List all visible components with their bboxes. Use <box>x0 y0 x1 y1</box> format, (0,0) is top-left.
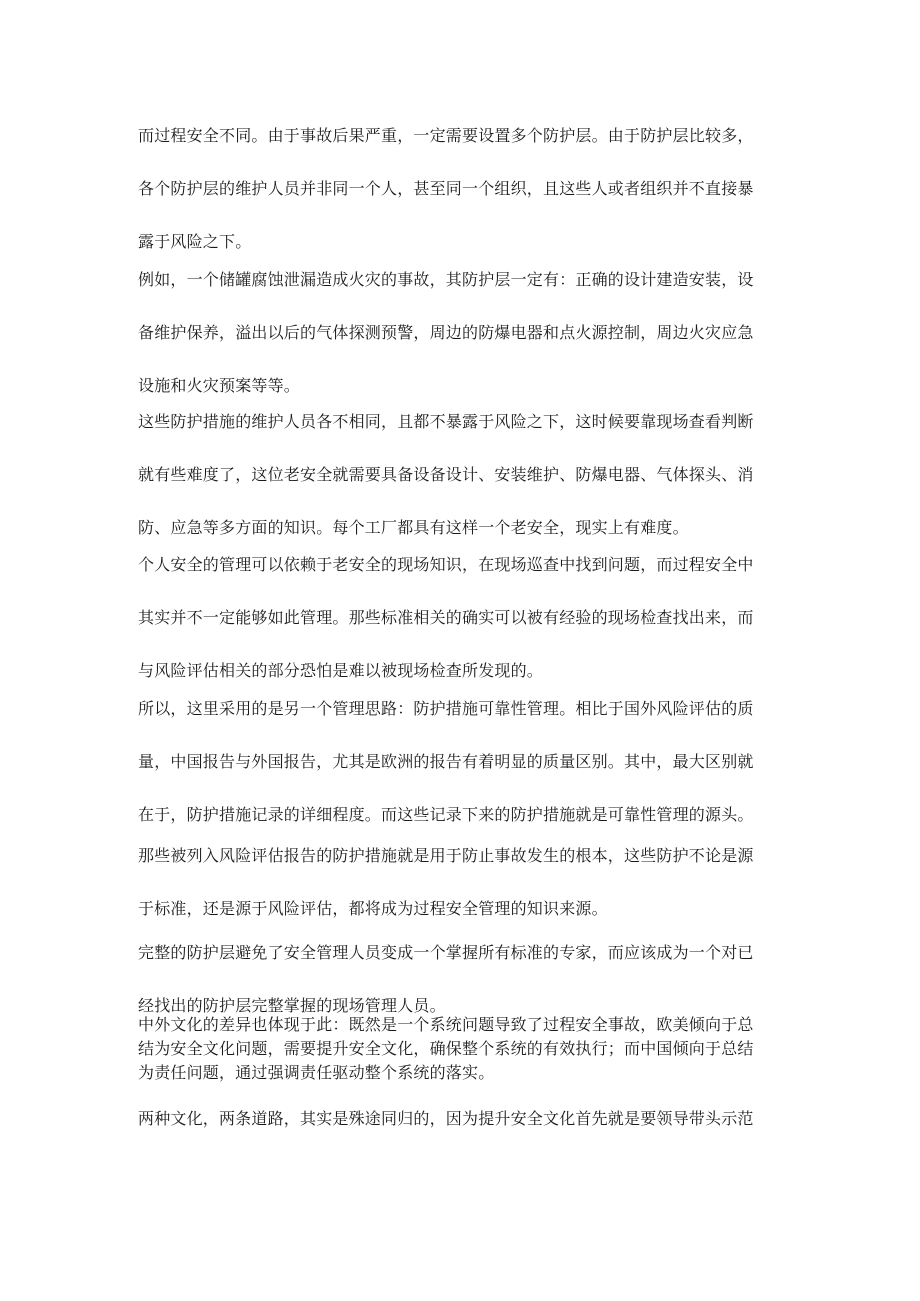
text-line: 中外文化的差异也体现于此：既然是一个系统问题导致了过程安全事故，欧美倾向于总 <box>138 1015 754 1034</box>
paragraph-7 <box>138 945 798 1014</box>
text-line: 那些被列入风险评估报告的防护措施就是用于防止事故发生的根本，这些防护不论是源 <box>138 846 754 865</box>
paragraph-2 <box>138 272 798 394</box>
text-line: 经找出的防护层完整掌握的现场管理人员。 <box>138 996 446 1015</box>
paragraph-6 <box>138 848 798 917</box>
text-line: 为责任问题，通过强调责任驱动整个系统的落实。 <box>138 1063 495 1082</box>
paragraph-4 <box>138 557 798 679</box>
text-line: 所以，这里采用的是另一个管理思路：防护措施可靠性管理。相比于国外风险评估的质 <box>138 699 754 718</box>
text-line: 各个防护层的维护人员并非同一个人，甚至同一个组织，且这些人或者组织并不直接暴 <box>138 179 754 198</box>
text-line: 而过程安全不同。由于事故后果严重，一定需要设置多个防护层。由于防护层比较多， <box>138 126 754 145</box>
text-line: 在于，防护措施记录的详细程度。而这些记录下来的防护措施就是可靠性管理的源头。 <box>138 805 754 824</box>
text-line: 完整的防护层避免了安全管理人员变成一个掌握所有标准的专家，而应该成为一个对已 <box>138 943 754 962</box>
text-line: 设施和火灾预案等等。 <box>138 376 301 395</box>
text-line: 例如，一个储罐腐蚀泄漏造成火灾的事故，其防护层一定有：正确的设计建造安装，设 <box>138 270 754 289</box>
text-line: 量，中国报告与外国报告，尤其是欧洲的报告有着明显的质量区别。其中，最大区别就 <box>138 752 754 771</box>
text-line: 个人安全的管理可以依赖于老安全的现场知识，在现场巡查中找到问题，而过程安全中 <box>138 555 754 574</box>
text-line: 就有些难度了，这位老安全就需要具备设备设计、安装维护、防爆电器、气体探头、消 <box>138 465 754 484</box>
text-line: 两种文化，两条道路，其实是殊途同归的，因为提升安全文化首先就是要领导带头示范 <box>138 1109 754 1128</box>
text-line: 备维护保养，溢出以后的气体探测预警，周边的防爆电器和点火源控制，周边火灾应急 <box>138 323 754 342</box>
paragraph-3 <box>138 414 798 536</box>
text-line: 结为安全文化问题，需要提升安全文化，确保整个系统的有效执行；而中国倾向于总结 <box>138 1039 754 1058</box>
paragraph-5 <box>138 701 798 823</box>
text-line: 于标准，还是源于风险评估，都将成为过程安全管理的知识来源。 <box>138 899 608 918</box>
paragraph-9 <box>138 1111 798 1127</box>
text-line: 与风险评估相关的部分恐怕是难以被现场检查所发现的。 <box>138 661 544 680</box>
text-line: 这些防护措施的维护人员各不相同，且都不暴露于风险之下，这时候要靠现场查看判断 <box>138 412 754 431</box>
text-line: 防、应急等多方面的知识。每个工厂都具有这样一个老安全，现实上有难度。 <box>138 518 689 537</box>
text-line: 其实并不一定能够如此管理。那些标准相关的确实可以被有经验的现场检查找出来，而 <box>138 608 754 627</box>
paragraph-8 <box>138 1017 798 1081</box>
paragraph-1 <box>138 128 798 250</box>
text-line: 露于风险之下。 <box>138 232 252 251</box>
